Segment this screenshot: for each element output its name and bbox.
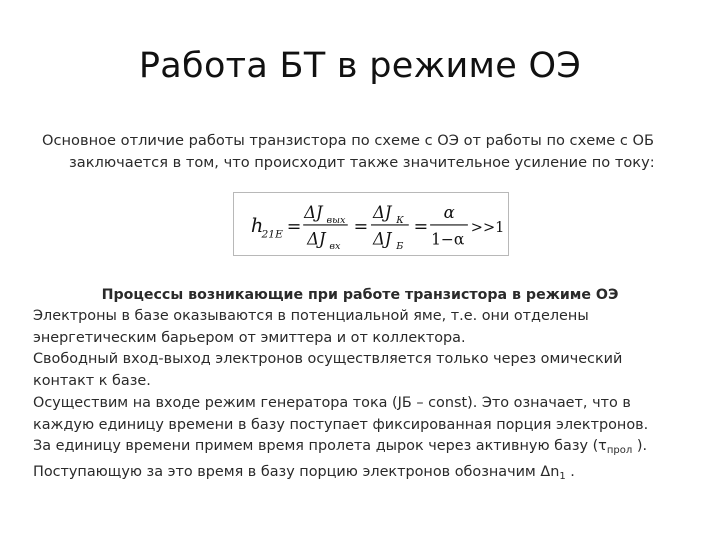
- tau-subscript: прол: [606, 445, 633, 457]
- formula-num-1-sub: вых: [326, 215, 346, 227]
- formula-eq-1: =: [286, 216, 302, 237]
- formula-much-greater: >>1: [470, 219, 505, 236]
- body-line-7: [33, 436, 693, 462]
- formula-h-sub: 21E: [261, 227, 283, 241]
- formula-den-3: 1−α: [431, 230, 465, 249]
- body-line-7-text: За единицу времени примем время пролета дырок через активную базу (τ: [33, 438, 607, 455]
- formula-num-1: ΔJ: [304, 203, 323, 223]
- body-line-7-end: ).: [632, 438, 648, 455]
- section-subtitle: Процессы возникающие при работе транзистора в режиме ОЭ: [101, 287, 619, 303]
- body-line-2: энергетическим барьером от эмиттера и от коллектора.: [33, 329, 466, 346]
- body-line-5: Осуществим на входе режим генератора тока (JБ – const). Это означает, что в: [33, 394, 631, 411]
- body-line-8-text: Поступающую за это время в базу порцию электронов обозначим Δn: [33, 463, 560, 480]
- body-line-8-end: .: [565, 463, 575, 480]
- formula-den-1-sub: вх: [329, 241, 341, 253]
- formula-den-2: ΔJ: [372, 229, 392, 249]
- formula-eq-3: =: [413, 216, 429, 237]
- gain-formula-svg: [234, 193, 508, 255]
- formula-den-2-sub: Б: [396, 241, 404, 253]
- intro-line-1: Основное отличие работы транзистора по схеме с ОЭ от работы по схеме с ОБ: [42, 132, 654, 149]
- formula-eq-2: =: [353, 216, 369, 237]
- slide-title: Работа БТ в режиме ОЭ: [138, 46, 582, 86]
- formula-num-2-sub: К: [396, 215, 404, 227]
- gain-formula: [233, 192, 509, 256]
- intro-paragraph: [42, 130, 692, 174]
- body-line-4: контакт к базе.: [33, 373, 151, 390]
- body-line-8: [33, 462, 693, 488]
- formula-num-2: ΔJ: [372, 203, 392, 223]
- delta-n-subscript: 1: [559, 470, 566, 482]
- body-paragraphs: [33, 306, 693, 488]
- formula-h: h: [250, 213, 264, 237]
- formula-den-1: ΔJ: [307, 229, 326, 249]
- intro-line-2: заключается в том, что происходит также значительное усиление по току:: [69, 154, 655, 171]
- body-line-6: каждую единицу времени в базу поступает фиксированная порция электронов.: [33, 416, 649, 433]
- body-line-3: Свободный вход-выход электронов осуществляется только через омический: [33, 351, 623, 368]
- formula-num-3: α: [443, 203, 455, 223]
- body-line-1: Электроны в базе оказываются в потенциальной яме, т.е. они отделены: [33, 308, 589, 324]
